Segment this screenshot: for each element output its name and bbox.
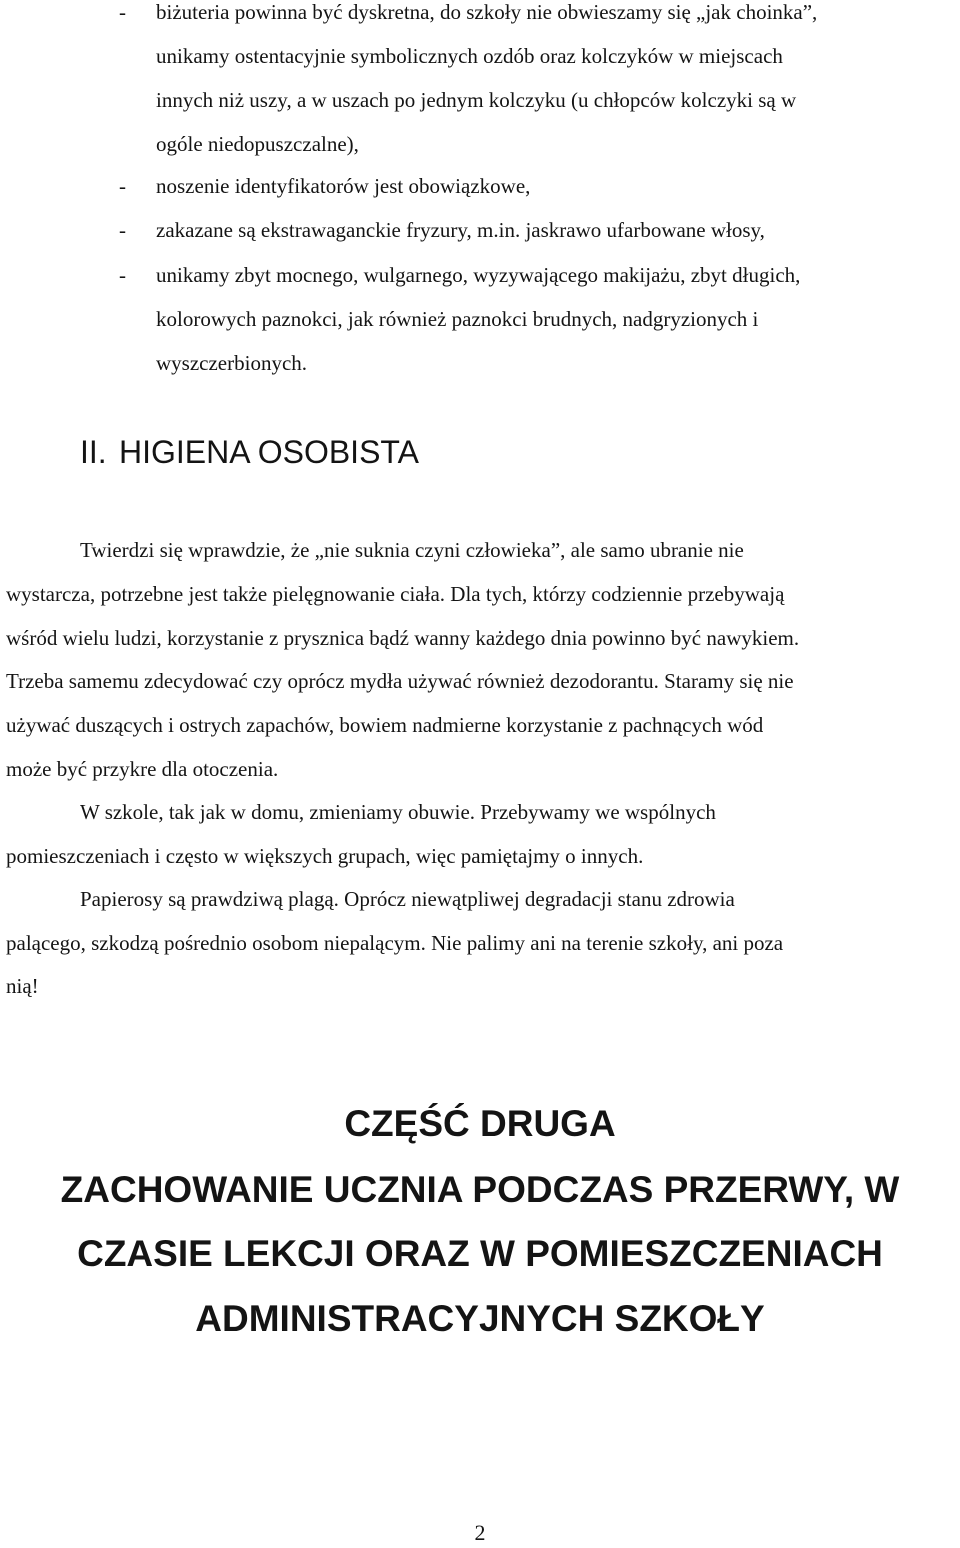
list-item-line: biżuteria powinna być dyskretna, do szkoły nie obwieszamy się „jak choinka”, xyxy=(156,0,818,24)
list-item-line: unikamy zbyt mocnego, wulgarnego, wyzywającego makijażu, zbyt długich, xyxy=(156,263,801,287)
list-item-line: zakazane są ekstrawaganckie fryzury, m.in. jaskrawo ufarbowane włosy, xyxy=(156,218,765,242)
list-item-line: innych niż uszy, a w uszach po jednym kolczyku (u chłopców kolczyki są w xyxy=(156,88,797,112)
bullet-marker: - xyxy=(119,263,126,287)
bullet-marker: - xyxy=(119,218,126,242)
paragraph-line: wśród wielu ludzi, korzystanie z prysznica bądź wanny każdego dnia powinno być nawykiem. xyxy=(6,626,800,650)
list-item-line: ogóle niedopuszczalne), xyxy=(156,132,359,156)
part-title-line: CZASIE LEKCJI ORAZ W POMIESZCZENIACH xyxy=(77,1233,883,1274)
section-number: II. xyxy=(80,434,107,470)
part-title-line: ZACHOWANIE UCZNIA PODCZAS PRZERWY, W xyxy=(60,1169,900,1210)
section-title: HIGIENA OSOBISTA xyxy=(119,434,419,470)
part-heading: CZĘŚĆ DRUGA xyxy=(344,1103,616,1144)
paragraph-line: Twierdzi się wprawdzie, że „nie suknia czyni człowieka”, ale samo ubranie nie xyxy=(80,538,744,562)
paragraph-line: pomieszczeniach i często w większych grupach, więc pamiętajmy o innych. xyxy=(6,844,644,868)
paragraph-line: W szkole, tak jak w domu, zmieniamy obuwie. Przebywamy we wspólnych xyxy=(80,800,716,824)
part-title-line: ADMINISTRACYJNYCH SZKOŁY xyxy=(195,1298,765,1339)
paragraph-line: Papierosy są prawdziwą plagą. Oprócz niewątpliwej degradacji stanu zdrowia xyxy=(80,887,735,911)
list-item-line: wyszczerbionych. xyxy=(156,351,308,375)
bullet-marker: - xyxy=(119,0,126,24)
list-item-line: kolorowych paznokci, jak również paznokci brudnych, nadgryzionych i xyxy=(156,307,759,331)
paragraph-line: nią! xyxy=(6,974,39,998)
paragraph-line: Trzeba samemu zdecydować czy oprócz mydła używać również dezodorantu. Staramy się nie xyxy=(6,669,794,693)
section-heading xyxy=(0,427,960,477)
bullet-marker: - xyxy=(119,174,126,198)
list-item-line: unikamy ostentacyjnie symbolicznych ozdób oraz kolczyków w miejscach xyxy=(156,44,783,68)
page-number: 2 xyxy=(474,1520,486,1545)
paragraph-line: używać duszących i ostrych zapachów, bowiem nadmierne korzystanie z pachnących wód xyxy=(6,713,764,737)
paragraph-line: wystarcza, potrzebne jest także pielęgnowanie ciała. Dla tych, którzy codziennie przebywają xyxy=(6,582,785,606)
paragraph-line: może być przykre dla otoczenia. xyxy=(6,757,279,781)
paragraph-line: palącego, szkodzą pośrednio osobom niepalącym. Nie palimy ani na terenie szkoły, ani poza xyxy=(6,931,784,955)
list-item-line: noszenie identyfikatorów jest obowiązkowe, xyxy=(156,174,531,198)
